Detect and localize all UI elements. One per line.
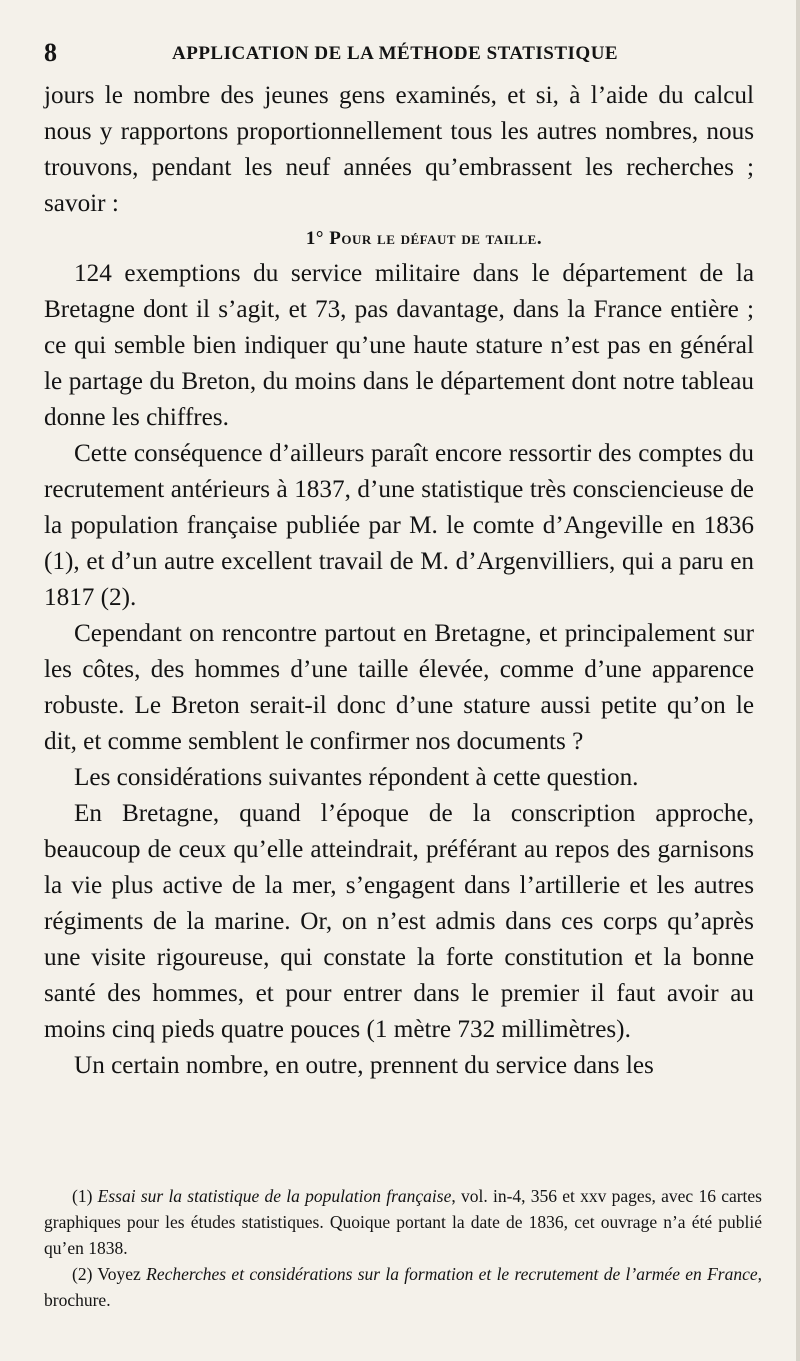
footnote-2-text: , brochure. (44, 1264, 762, 1310)
paragraph-5: Les considérations suivantes répondent à cette question. (74, 764, 639, 791)
section-title (44, 222, 754, 256)
page-edge (796, 0, 800, 1361)
paragraph-6: En Bretagne, quand l’époque de la conscription approche, beaucoup de ceux qu’elle atteindrait, préférant au repos des garnisons la vie plus active de la mer, s’engagent dans l’artillerie et les autres régiments de la marine. Or, on n’est admis dans ces corps qu’après une visite rigoureuse, qui constate la forte constitution et la bonne santé des hommes, et pour entrer dans le premier il faut avoir au moins cinq pieds quatre pouces (1 mètre 732 millimètres). (44, 800, 754, 1043)
paragraph-2: 124 exemptions du service militaire dans le département de la Bretagne dont il s’agit, et 73, pas davantage, dans la France entière ; ce qui semble bien indiquer qu’une haute stature n’est pas en général le partage du Breton, du moins dans le département dont notre tableau donne les chiffres. (44, 260, 754, 431)
section-title-number: 1° (305, 228, 325, 249)
page-number: 8 (44, 38, 57, 67)
paragraph-7: Un certain nombre, en outre, prennent du service dans les (74, 1052, 654, 1079)
footnotes (44, 1183, 762, 1313)
running-head: APPLICATION DE LA MÉTHODE STATISTIQUE (172, 43, 619, 64)
footnote-1-title: Essai sur la statistique de la population française (97, 1186, 452, 1206)
paragraph-3: Cette conséquence d’ailleurs paraît encore ressortir des comptes du recrutement antérieurs à 1837, d’une statistique très consciencieuse de la population française publiée par M. le comte d’Angeville en 1836 (1), et d’un autre excellent travail de M. d’Argenvilliers, qui a paru en 1817 (2). (44, 440, 754, 611)
footnote-2 (44, 1261, 762, 1313)
footnote-1-text: , vol. in-4, 356 et xxv pages, avec 16 cartes graphiques pour les études statistiques. Quoique portant la date de 1836, cet ouvrage n’a été publié qu’en 1838. (44, 1186, 762, 1258)
footnote-1-marker: (1) (72, 1186, 93, 1206)
main-text (44, 78, 754, 1084)
section-title-text: Pour le défaut de taille. (329, 228, 543, 249)
footnote-2-title: Recherches et considérations sur la formation et le recrutement de l’armée en France (146, 1264, 758, 1284)
footnote-2-marker: (2) Voyez (72, 1264, 141, 1284)
paragraph-4: Cependant on rencontre partout en Bretagne, et principalement sur les côtes, des hommes d’une taille élevée, comme d’une apparence robuste. Le Breton serait-il donc d’une stature aussi petite qu’on le dit, et comme semblent le confirmer nos documents ? (44, 620, 754, 755)
footnote-1 (44, 1183, 762, 1261)
paragraph-1: jours le nombre des jeunes gens examinés, et si, à l’aide du calcul nous y rapportons proportionnellement tous les autres nombres, nous trouvons, pendant les neuf années qu’embrassent les recherches ; savoir : (44, 82, 754, 217)
page-header (44, 38, 752, 72)
